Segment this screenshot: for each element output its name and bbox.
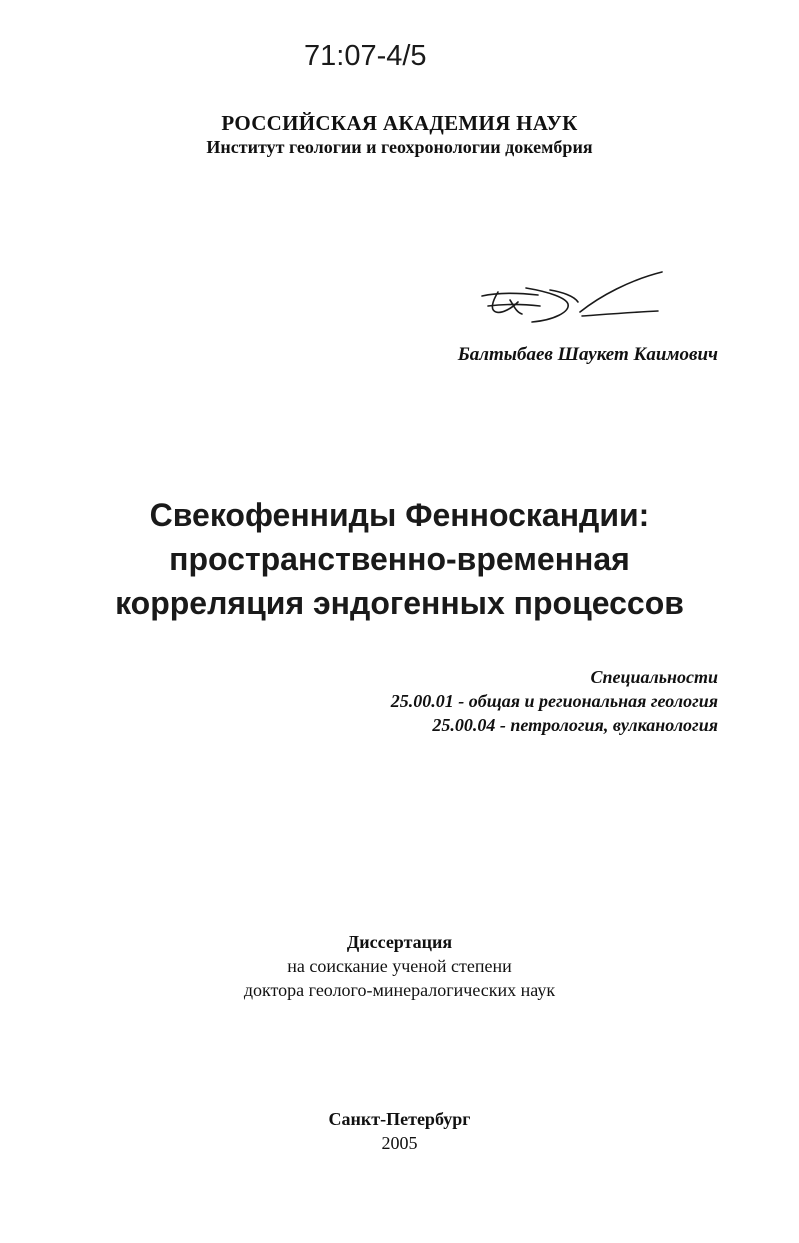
author-name: Балтыбаев Шаукет Каимович	[457, 344, 718, 365]
specialty-item: 25.00.04 - петрология, вулканология	[432, 715, 718, 735]
specialties-block	[391, 665, 718, 737]
dissertation-title	[0, 493, 799, 625]
title-line-3: корреляция эндогенных процессов	[115, 585, 684, 621]
specialty-item: 25.00.01 - общая и региональная геология	[390, 691, 718, 711]
thesis-degree-line-1: на соискание ученой степени	[287, 956, 512, 976]
specialties-heading: Специальности	[590, 667, 718, 687]
catalog-number: 71:07-4/5	[304, 40, 427, 72]
title-line-2: пространственно-временная	[169, 541, 630, 577]
thesis-type: Диссертация	[346, 932, 453, 952]
place-block	[0, 1107, 799, 1155]
academy-name: РОССИЙСКАЯ АКАДЕМИЯ НАУК	[221, 111, 578, 135]
thesis-block	[0, 930, 799, 1002]
city: Санкт-Петербург	[328, 1109, 471, 1129]
thesis-degree-line-2: доктора геолого-минералогических наук	[243, 980, 556, 1000]
title-line-1: Свекофенниды Фенноскандии:	[149, 497, 650, 533]
year: 2005	[381, 1133, 418, 1153]
institute-name: Институт геологии и геохронологии докембрия	[206, 137, 593, 157]
author-signature	[470, 262, 670, 332]
